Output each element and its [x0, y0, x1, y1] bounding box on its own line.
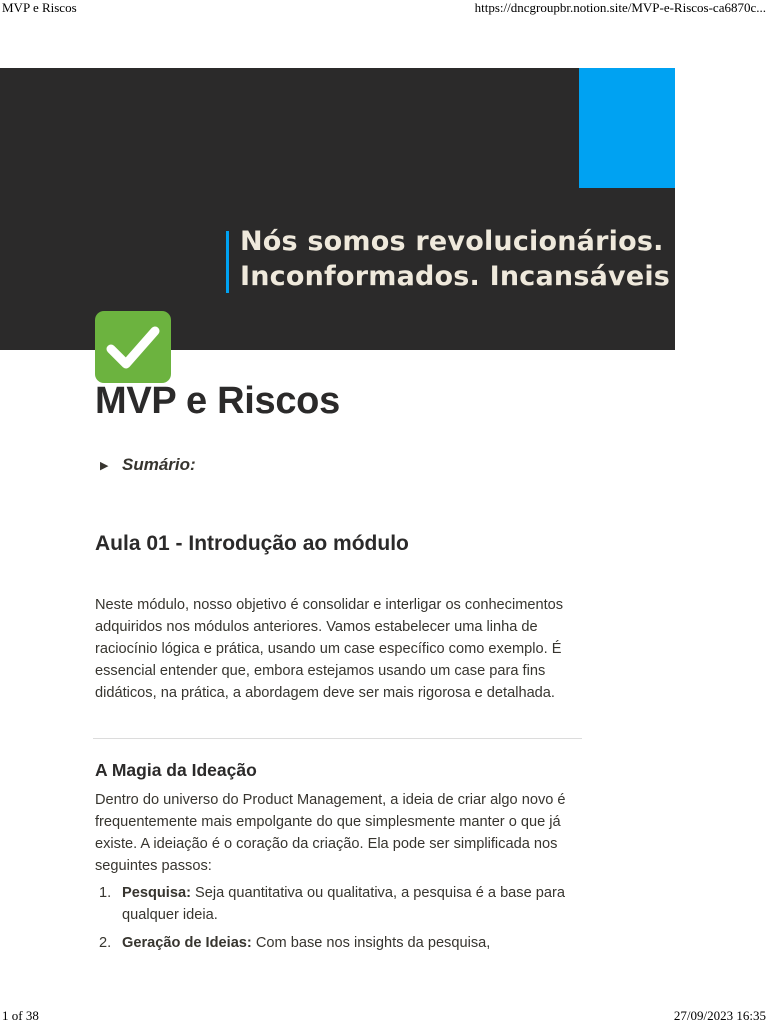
- list-item-body: [122, 882, 575, 926]
- summary-toggle-label[interactable]: Sumário:: [122, 455, 196, 474]
- list-item: [95, 932, 575, 954]
- lesson-heading: Aula 01 - Introdução ao módulo: [95, 532, 409, 555]
- list-item-text: Com base nos insights da pesquisa,: [251, 935, 491, 951]
- page-title: MVP e Riscos: [95, 380, 340, 422]
- list-item-number: 2.: [99, 935, 112, 951]
- ideation-paragraph: Dentro do universo do Product Management, a ideia de criar algo novo é frequentemente mais empolgante do que simplesmente manter o que já existe. A ideiação é o coração da criação. Ela pode ser simplificada nos seguintes passos:: [95, 792, 566, 874]
- check-mark-button-icon: [95, 311, 171, 383]
- print-datetime: 27/09/2023 16:35: [673, 1008, 766, 1023]
- cover-banner: [0, 68, 675, 350]
- list-item-body: [122, 932, 575, 954]
- list-item-text: Seja quantitativa ou qualitativa, a pesquisa é a base para qualquer ideia.: [122, 885, 565, 923]
- cover-accent-block: [579, 68, 675, 188]
- summary-toggle[interactable]: [100, 455, 196, 475]
- toggle-triangle-icon[interactable]: ▶: [100, 459, 109, 472]
- divider: [93, 738, 582, 739]
- cover-vertical-bar: [226, 231, 229, 293]
- cover-slogan-line-2: Inconformados. Incansáveis: [240, 261, 671, 292]
- list-item-term: Geração de Ideias:: [122, 935, 252, 951]
- ideation-heading: A Magia da Ideação: [95, 760, 257, 780]
- cover-slogan-line-1: Nós somos revolucionários.: [240, 226, 664, 257]
- list-item-term: Pesquisa:: [122, 885, 191, 901]
- print-header-title: MVP e Riscos: [2, 0, 77, 15]
- print-header-url: https://dncgroupbr.notion.site/MVP-e-Riscos-ca6870c...: [474, 0, 766, 15]
- list-item: [95, 882, 575, 926]
- intro-paragraph: Neste módulo, nosso objetivo é consolidar e interligar os conhecimentos adquiridos nos módulos anteriores. Vamos estabelecer uma linha de raciocínio lógica e prática, usando um case específico como exemplo. É essencial entender que, embora estejamos usando um case para fins didáticos, na prática, a abordagem deve ser mais rigorosa e detalhada.: [95, 597, 564, 701]
- print-page-indicator: 1 of 38: [2, 1008, 39, 1023]
- list-item-number: 1.: [99, 885, 112, 901]
- check-mark-icon: [95, 311, 171, 383]
- steps-list: [95, 882, 575, 960]
